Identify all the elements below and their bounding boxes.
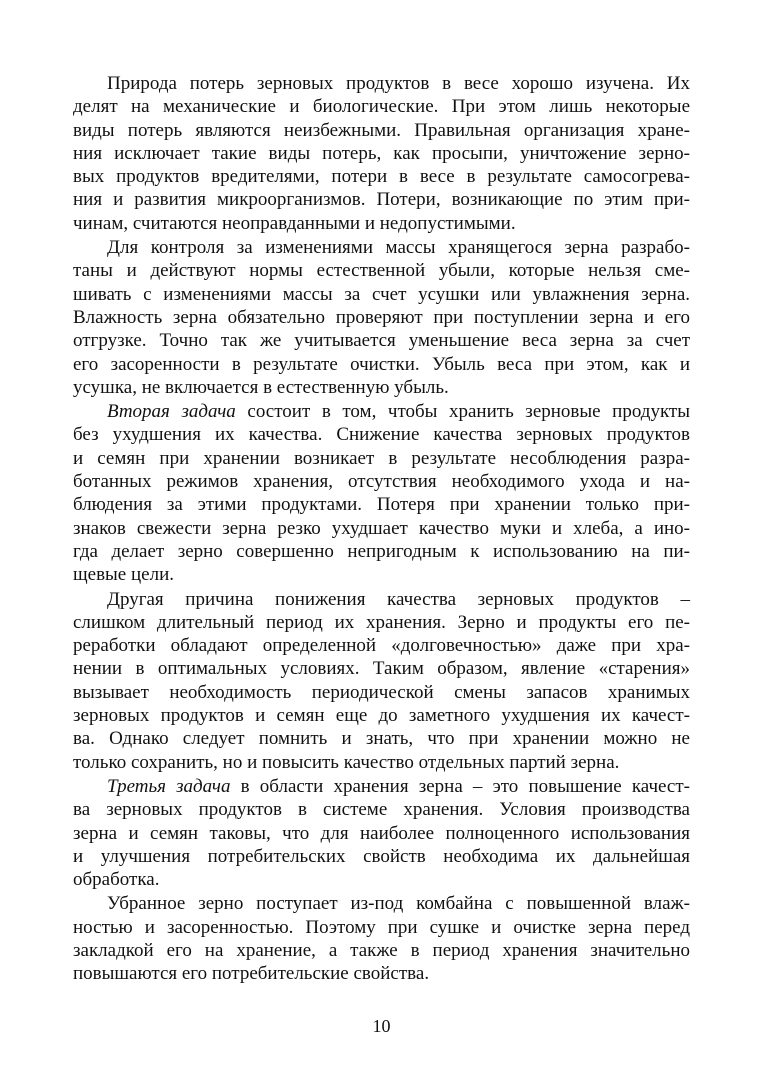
text-line: только сохранить, но и повысить качество отдельных партий зерна. [73, 751, 620, 773]
text-line: закладкой его на хранение, а также в период хранения значительно [73, 939, 690, 961]
text-line: вызывает необходимость периодической смены запасов хранимых [73, 681, 690, 703]
text-line: ва. Однако следует помнить и знать, что при хранении можно не [73, 728, 690, 750]
text-line: делят на механические и биологические. При этом лишь некоторые [73, 96, 690, 118]
text-line [73, 775, 690, 798]
paragraph-5 [73, 775, 690, 891]
emphasis-third-task: Третья задача [107, 775, 231, 797]
text-line: ботанных режимов хранения, отсутствия необходимого ухода и на- [73, 471, 690, 493]
text-line: и семян при хранении возникает в результате несоблюдения разра- [73, 447, 690, 469]
page-body [73, 72, 690, 986]
text-line: его засоренности в результате очистки. Убыль веса при этом, как и [73, 353, 690, 375]
text-line: ва зерновых продуктов в системе хранения. Условия производства [73, 799, 690, 821]
paragraph-2 [73, 236, 690, 399]
paragraph-1 [73, 72, 690, 235]
text-line: без ухудшения их качества. Снижение качества зерновых продуктов [73, 424, 690, 446]
text-line: ностью и засоренностью. Поэтому при сушке и очистке зерна перед [73, 916, 690, 938]
text-line: повышаются его потребительские свойства. [73, 963, 430, 985]
text-line: знаков свежести зерна резко ухудшает качество муки и хлеба, а ино- [73, 517, 690, 539]
text-fragment: в области хранения зерна – это повышение качест- [230, 775, 690, 797]
text-line: Для контроля за изменениями массы хранящегося зерна разрабо- [107, 237, 690, 259]
text-line: ния исключает такие виды потерь, как просыпи, уничтожение зерно- [73, 142, 690, 164]
text-line: щевые цели. [73, 564, 174, 586]
text-line: Природа потерь зерновых продуктов в весе хорошо изучена. Их [107, 73, 690, 94]
text-line: Другая причина понижения качества зерновых продуктов – [107, 588, 690, 610]
text-fragment: состоит в том, чтобы хранить зерновые продукты [235, 401, 690, 423]
text-line: усушка, не включается в естественную убыль. [73, 376, 449, 398]
page-number: 10 [372, 1016, 391, 1036]
text-line: и улучшения потребительских свойств необходима их дальнейшая [73, 845, 690, 867]
text-line: гда делает зерно совершенно непригодным к использованию на пи- [73, 540, 690, 562]
paragraph-3 [73, 400, 690, 586]
text-line: обработка. [73, 869, 160, 891]
text-line: Влажность зерна обязательно проверяют при поступлении зерна и его [73, 306, 690, 328]
text-line: реработки обладают определенной «долговечностью» даже при хра- [73, 635, 690, 657]
text-line: шивать с изменениями массы за счет усушки или увлажнения зерна. [73, 283, 690, 305]
text-line: зерна и семян таковы, что для наиболее полноценного использования [73, 822, 690, 844]
text-line: нении в оптимальных условиях. Таким образом, явление «старения» [73, 658, 690, 680]
text-line: таны и действуют нормы естественной убыли, которые нельзя сме- [73, 260, 690, 282]
text-line [73, 400, 690, 423]
text-line: чинам, считаются неоправданными и недопустимыми. [73, 212, 516, 234]
paragraph-6 [73, 892, 690, 985]
text-line: зерновых продуктов и семян еще до заметного ухудшения их качест- [73, 705, 690, 727]
text-line: слишком длительный период их хранения. Зерно и продукты его пе- [73, 611, 690, 633]
emphasis-second-task: Вторая задача [107, 401, 236, 423]
text-line: блюдения за этими продуктами. Потеря при хранении только при- [73, 494, 690, 516]
text-line: отгрузке. Точно так же учитывается уменьшение веса зерна за счет [73, 330, 690, 352]
paragraph-4 [73, 588, 690, 774]
text-line: виды потерь являются неизбежными. Правильная организация хране- [73, 119, 690, 141]
text-line: ния и развития микроорганизмов. Потери, возникающие по этим при- [73, 189, 690, 211]
text-line: вых продуктов вредителями, потери в весе в результате самосогрева- [73, 166, 690, 188]
text-line: Убранное зерно поступает из-под комбайна с повышенной влаж- [107, 893, 690, 915]
